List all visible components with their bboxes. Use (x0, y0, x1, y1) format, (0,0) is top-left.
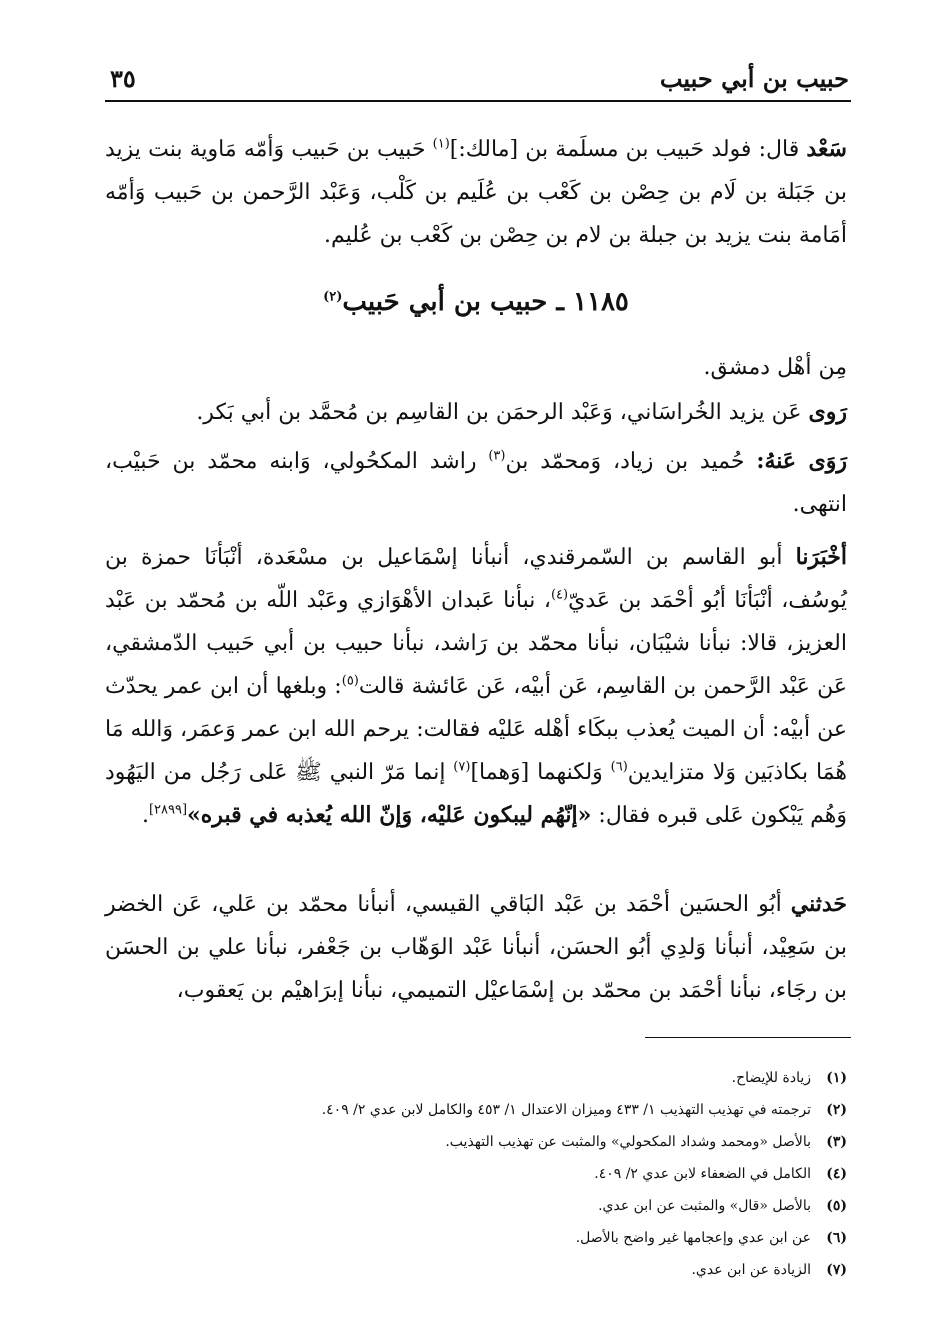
footnote-ref-3[interactable]: (٣) (488, 448, 506, 464)
entry-heading (105, 280, 847, 324)
footnote-number: (١) (826, 1070, 847, 1086)
footnote-text: الزيادة عن ابن عدي. (691, 1262, 811, 1278)
paragraph-narrators (105, 440, 847, 526)
footnote-text: عن ابن عدي وإعجامها غير واضح بالأصل. (575, 1230, 811, 1246)
footnote-3 (105, 1126, 847, 1158)
narrators-lead: رَوَى عَنهُ: (756, 448, 848, 474)
paragraph-narrated-from (105, 391, 847, 434)
paragraph-isnad-2 (105, 883, 847, 1012)
footnote-ref-6[interactable]: (٦) (610, 759, 628, 775)
intro-lead: سَعْد (806, 136, 847, 162)
page-number: ٣٥ (110, 64, 136, 93)
footnote-text: بالأصل «ومحمد وشداد المكحولي» والمثبت عن تهذيب التهذيب. (445, 1134, 811, 1150)
footnote-number: (٢) (826, 1102, 847, 1118)
isnad-1-text-5: إنما مَرّ النبي ﷺ عَلى رَجُل من اليَهُود وَهُم يَبْكون عَلى قبره فقال: (105, 760, 847, 828)
running-title: حبيب بن أبي حبيب (659, 64, 849, 93)
isnad-1-text-3: : وبلغها أن ابن عمر يحدّث عن أبيْه: أن الميت يُعذب ببكَاء أهْله عَليْه فقالت: يرحم الله ابن عمر وَعمَر، وَالله مَا هُمَا بكاذبَين وَلا متزايدين (105, 674, 847, 785)
intro-text-continued: حَبيب بن حَبيب وَأمّه مَاوية بنت يزيد بن جَبَلة بن لَام بن حِصْن بن كَعْب بن عُلَيم بن كَلْب، وَعَبْد الرَّحمن بن حَبيب وَأمّه أمَامة بنت يزيد بن جبلة بن لام بن حِصْن بن كَعْب بن عُليم. (105, 137, 847, 248)
isnad-2-text: أبُو الحسَين أحْمَد بن عَبْد البَاقي القيسي، أنبأنا محمّد بن عَلي، عَن الخضر بن سَعِيْد، أنبأنا وَلدِي أبُو الحسَن، أنبأنا عَبْد الوَهّاب بن جَعْفر، نبأنا علي بن الحسَن بن رجَاء، نبأنا أحْمَد بن محمّد بن إسْمَاعيْل التميمي، نبأنا إبرَاهيْم بن يَعقوب، (105, 892, 847, 1003)
footnote-ref-4[interactable]: (٤) (550, 587, 569, 603)
isnad-1-text: أبو القاسم بن السّمرقندي، أنبأنا إسْمَاعيل بن مسْعَدة، أنْبَأنَا حمزة بن يُوسُف، أنْبَأنَا أبُو أحْمَد بن عَديّ (105, 545, 847, 613)
hadith-number: [٢٨٩٩] (148, 802, 188, 818)
footnote-number: (٣) (826, 1134, 847, 1150)
footnote-ref-1[interactable]: (١) (432, 136, 450, 152)
isnad-1-end: . (141, 803, 149, 828)
footnote-text: بالأصل «قال» والمثبت عن ابن عدي. (598, 1198, 811, 1214)
footnote-5 (105, 1190, 847, 1222)
isnad-1-text-4: وَلكنهما [وَهما] (470, 760, 611, 785)
isnad-1-lead: أخْبَرَنا (795, 544, 847, 570)
footnote-text: الكامل في الضعفاء لابن عدي ٢/ ٤٠٩. (594, 1166, 811, 1182)
footnote-number: (٤) (826, 1166, 847, 1182)
footnote-ref-5[interactable]: (٥) (341, 673, 359, 689)
footnote-1 (105, 1062, 847, 1094)
paragraph-isnad-1 (105, 536, 847, 837)
isnad-2-lead: حَدثني (790, 891, 847, 917)
running-head (110, 62, 849, 102)
paragraph-origin (105, 346, 847, 389)
footnotes (105, 1062, 847, 1286)
footnote-rule (645, 1037, 851, 1038)
footnote-2 (105, 1094, 847, 1126)
intro-text: قال: فولد حَبيب بن مسلَمة بن [مالك:] (449, 137, 807, 162)
entry-heading-text: ١١٨٥ ـ حبيب بن أبي حَبيب (342, 287, 629, 317)
footnote-ref-2[interactable]: (٢) (323, 289, 343, 305)
footnote-number: (٧) (826, 1262, 847, 1278)
narrators-text: حُميد بن زياد، وَمحمّد بن (505, 449, 757, 474)
origin-text: مِن أهْل دمشق. (703, 355, 847, 380)
footnote-text: زيادة للإيضاح. (731, 1070, 811, 1086)
hadith-quote: «إنّهُم ليبكون عَليْه، وَإنّ الله يُعذبه في قبره» (187, 802, 592, 828)
footnote-number: (٦) (826, 1230, 847, 1246)
narrators-text-continued: راشد المكحُولي، وَابنه محمّد بن حَبيْب، انتهى. (105, 449, 847, 517)
isnad-1-text-2: ، نبأنا عَبدان الأهْوَازي وعَبْد اللّه بن مُحمّد بن عَبْد العزيز، قالا: نبأنا شيْبَان، نبأنا محمّد بن رَاشد، نبأنا حبيب بن أبي حَبيب الدّمشقي، عَن عَبْد الرَّحمن بن القاسِم، عَن أبيْه، عَن عَائشة قالت (105, 588, 847, 699)
intro-paragraph (105, 128, 847, 257)
footnote-7 (105, 1254, 847, 1286)
footnote-number: (٥) (826, 1198, 847, 1214)
footnote-6 (105, 1222, 847, 1254)
footnote-text: ترجمته في تهذيب التهذيب ١/ ٤٣٣ وميزان الاعتدال ١/ ٤٥٣ والكامل لابن عدي ٢/ ٤٠٩. (321, 1102, 811, 1118)
narrated-from-text: عَن يزيد الخُراسَاني، وَعَبْد الرحمَن بن القاسِم بن مُحمَّد بن أبي بَكر. (196, 400, 809, 425)
narrated-from-lead: رَوى (808, 399, 847, 425)
footnote-ref-7[interactable]: (٧) (453, 759, 471, 775)
footnote-4 (105, 1158, 847, 1190)
header-rule (105, 100, 851, 102)
